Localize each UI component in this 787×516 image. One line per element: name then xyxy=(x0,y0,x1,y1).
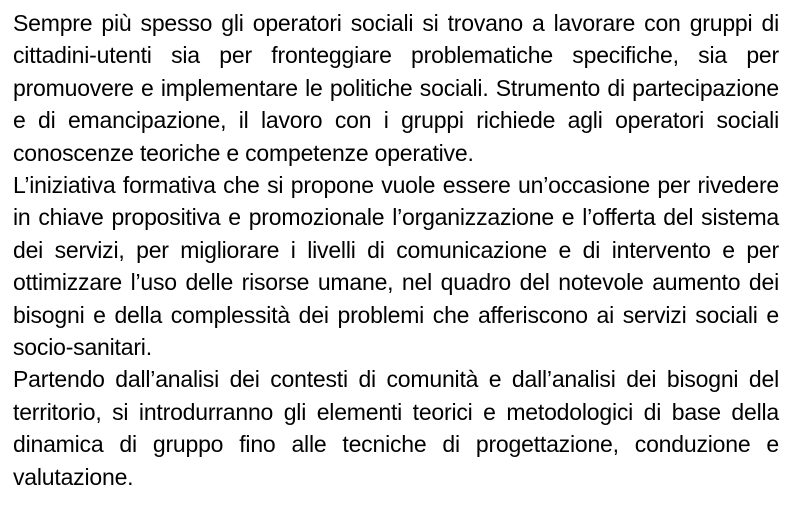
paragraph-initiative: L’iniziativa formativa che si propone vuole essere un’occasione per rivedere in chiave propositiva e promozionale l’organizzazione e l’offerta del sistema dei servizi, per migliorare i livelli di comunicazione e di intervento e per ottimizzare l’uso delle risorse umane, nel quadro del notevole aumento dei bisogni e della complessità dei problemi che afferiscono ai servizi sociali e socio-sanitari. xyxy=(13,172,779,361)
paragraph-approach: Partendo dall’analisi dei contesti di comunità e dall’analisi dei bisogni del territorio, si introdurranno gli elementi teorici e metodologici di base della dinamica di gruppo fino alle tecniche di progettazione, conduzione e valutazione. xyxy=(13,366,779,490)
document-body xyxy=(13,7,779,493)
paragraph-intro: Sempre più spesso gli operatori sociali si trovano a lavorare con gruppi di cittadini-utenti sia per fronteggiare problematiche specifiche, sia per promuovere e implementare le politiche sociali. Strumento di partecipazione e di emancipazione, il lavoro con i gruppi richiede agli operatori sociali conoscenze teoriche e competenze operative. xyxy=(13,10,779,166)
